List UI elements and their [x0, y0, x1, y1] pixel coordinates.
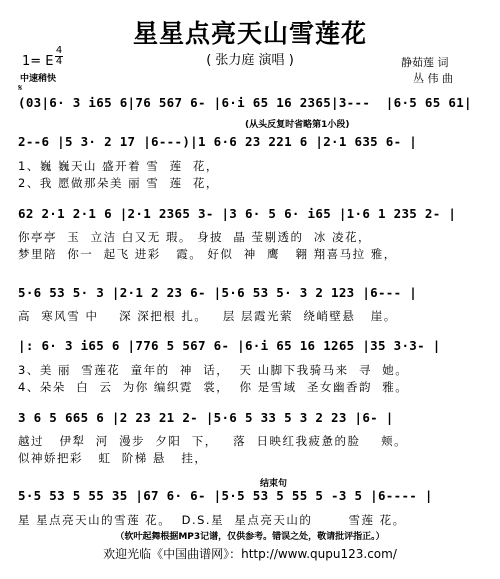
lyric-verse-4-line-2: 似神娇把彩 虹 阶梯 悬 挂， — [18, 451, 208, 465]
lyric-refrain: 星 星点亮天山的雪莲 花。 D.S.星 星点亮天山的 雪莲 花。 — [18, 513, 406, 527]
website-credit: 欢迎光临《中国曲谱网》：http://www.qupu123.com/ — [103, 547, 397, 561]
score-line-4: 5·6 53 5· 3 |2·1 2 23 6- |5·6 53 5· 3 2 123 |6--- | — [18, 285, 418, 300]
lyric-verse-1-line-1: 1、巍 巍天山 盛开着 雪 莲 花， — [18, 159, 219, 173]
lyric-verse-2-line-2: 梦里陪 你一 起飞 进彩 霞。 好似 神 鹰 翱 翔喜马拉 雅， — [18, 247, 397, 261]
lyricist-credit: 静茹莲 词 — [401, 56, 449, 69]
ending-label: 结束句 — [260, 479, 288, 489]
lyric-verse-3-line-2: 越过 伊犁 河 漫步 夕阳 下， 落 日映红我疲惫的脸 颊。 — [18, 434, 408, 448]
score-line-7: 5·5 53 5 55 35 |67 6· 6- |5·5 53 5 55 5 -3 5 |6---- | — [18, 488, 433, 503]
lyric-verse-2-line-1: 2、我 愿做那朵美 丽 雪 莲 花， — [18, 176, 219, 190]
performer-subtitle: ( 张力庭 演唱 ) — [206, 53, 294, 68]
score-line-5: |: 6· 3 i65 6 |776 5 567 6- |6·i 65 16 1265 |35 3·3- | — [18, 338, 441, 353]
time-signature-top: 4 — [55, 45, 63, 56]
lyric-verse-4-line-1: 4、朵朵 白 云 为你 编织霓 裳， 你 是雪域 圣女幽香韵 雅。 — [18, 380, 409, 394]
segno-icon: 𝄋 — [18, 83, 23, 94]
composer-credit: 丛 伟 曲 — [413, 72, 453, 85]
score-line-3: 62 2·1 2·1 6 |2·1 2365 3- |3 6· 5 6· i65 |1·6 1 235 2- | — [18, 206, 457, 221]
key-signature: 1= E — [22, 54, 54, 69]
time-signature — [55, 46, 63, 67]
tempo-marking: 中速稍快 — [20, 74, 57, 84]
time-signature-bottom: 4 — [55, 56, 63, 67]
score-line-2: 2--6 |5 3· 2 17 |6---)|1 6·6 23 221 6 |2·1 635 6- | — [18, 134, 418, 149]
score-line-6: 3 6 5 665 6 |2 23 21 2- |5·6 5 33 5 3 2 23 |6- | — [18, 410, 394, 425]
lyric-line-3: 高 寒风雪 中 深 深把根 扎。 层 层霞光萦 绕峭壁悬 崖。 — [18, 309, 397, 323]
lyric-verse-3-line-1: 3、美 丽 雪莲花 童年的 神 话， 天 山脚下我骑马来 寻 她。 — [18, 363, 409, 377]
song-title: 星星点亮天山雪莲花 — [132, 19, 367, 48]
lyric-verse-1-line-2: 你亭亭 玉 立洁 白又无 瑕。 身披 晶 莹剔透的 冰 凌花， — [18, 230, 372, 244]
transcriber-note: （软叶起舞根据MP3记谱，仅供参考。错误之处，敬请批评指正。） — [115, 532, 385, 542]
score-line-1: (03|6· 3 i65 6|76 567 6- |6·i 65 16 2365|3--- |6·5 65 61| — [18, 95, 472, 110]
repeat-note: (从头反复时省略第1小段) — [245, 120, 350, 130]
